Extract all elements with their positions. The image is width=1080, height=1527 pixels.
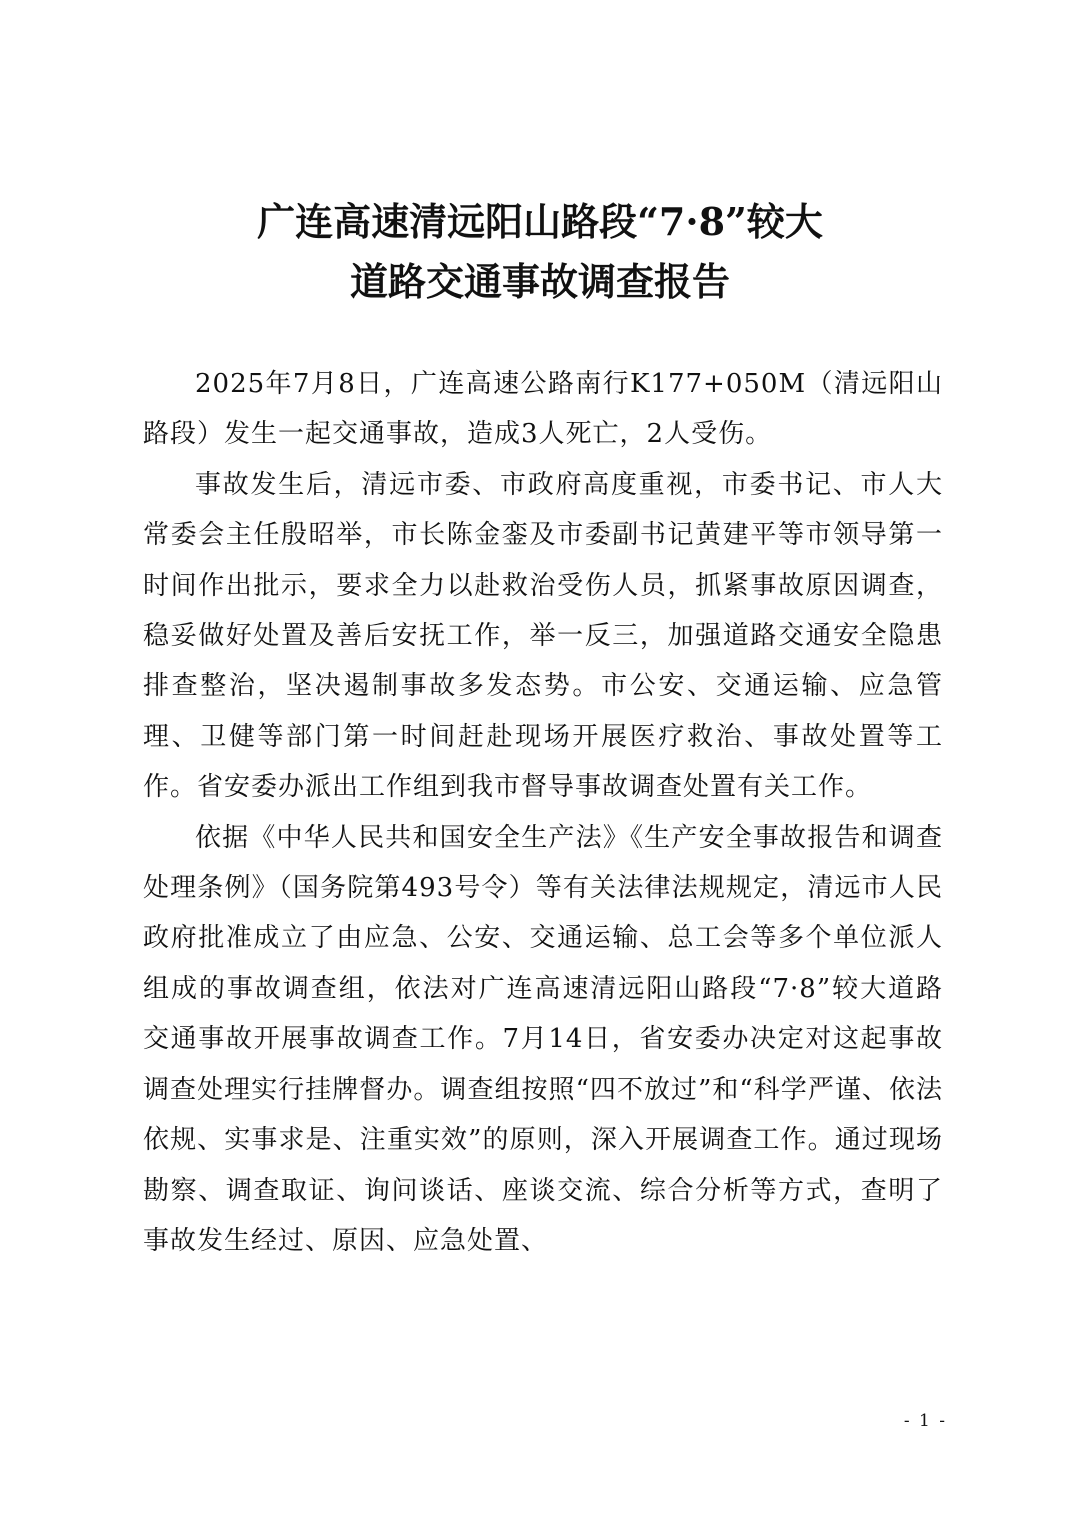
paragraph-1: 2025年7月8日，广连高速公路南行K177+050M（清远阳山路段）发生一起交通事故，造成3人死亡，2人受伤。: [143, 369, 943, 450]
title-line-1: 广连高速清远阳山路段“7·8”较大: [257, 199, 823, 244]
page-number: - 1 -: [903, 1411, 947, 1431]
document-body: [143, 359, 943, 1266]
title-line-2: 道路交通事故调查报告: [349, 259, 730, 304]
paragraph-3: 依据《中华人民共和国安全生产法》《生产安全事故报告和调查处理条例》（国务院第493号令）等有关法律法规规定，清远市人民政府批准成立了由应急、公安、交通运输、总工会等多个单位派人组成的事故调查组，依法对广连高速清远阳山路段“7·8”较大道路交通事故开展事故调查工作。7月14日，省安委办决定对这起事故调查处理实行挂牌督办。调查组按照“四不放过”和“科学严谨、依法依规、实事求是、注重实效”的原则，深入开展调查工作。通过现场勘察、调查取证、询问谈话、座谈交流、综合分析等方式，查明了事故发生经过、原因、应急处置、: [143, 822, 943, 1256]
document-title: [140, 192, 940, 312]
paragraph-2: 事故发生后，清远市委、市政府高度重视，市委书记、市人大常委会主任殷昭举，市长陈金銮及市委副书记黄建平等市领导第一时间作出批示，要求全力以赴救治受伤人员，抓紧事故原因调查，稳妥做好处置及善后安抚工作，举一反三，加强道路交通安全隐患排查整治，坚决遏制事故多发态势。市公安、交通运输、应急管理、卫健等部门第一时间赶赴现场开展医疗救治、事故处置等工作。省安委办派出工作组到我市督导事故调查处置有关工作。: [143, 469, 943, 803]
